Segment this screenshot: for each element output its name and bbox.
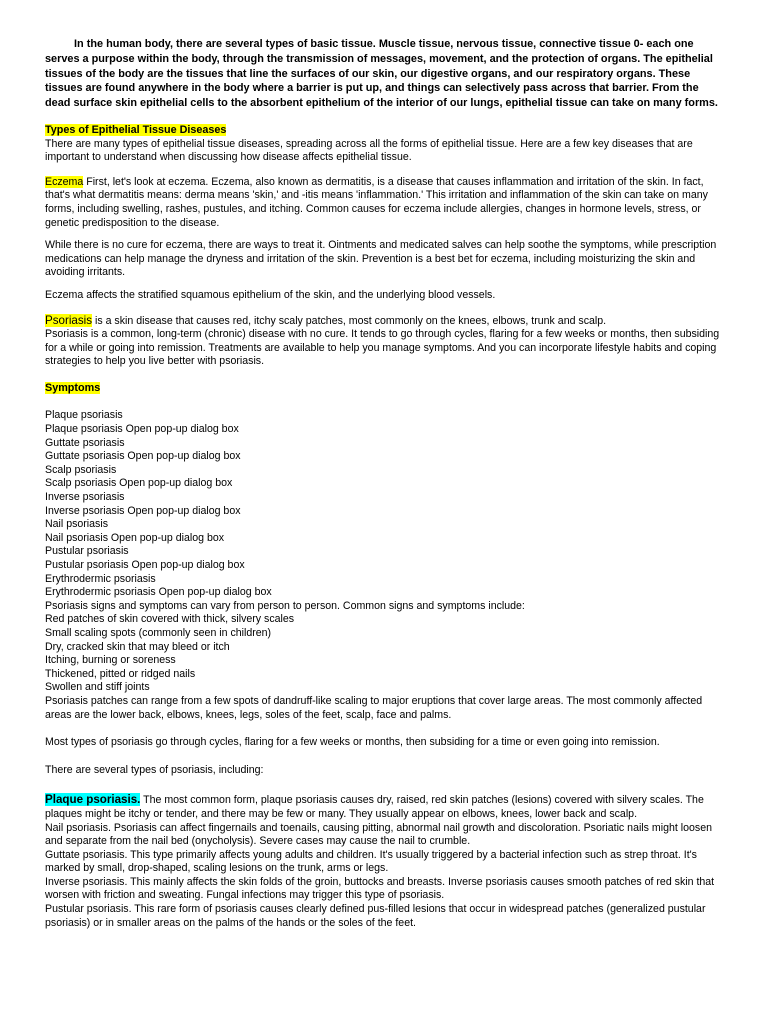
- cycles-paragraph: Most types of psoriasis go through cycles, flaring for a few weeks or months, then subsiding for a time or even going into remission.: [45, 736, 660, 749]
- list-item: Pustular psoriasis: [45, 545, 129, 558]
- list-item: Guttate psoriasis: [45, 436, 125, 449]
- symptoms-heading-highlight: Symptoms: [45, 381, 101, 394]
- list-item: Dry, cracked skin that may bleed or itch: [45, 640, 230, 653]
- guttate-paragraph: Guttate psoriasis. This type primarily affects young adults and children. It's usually triggered by a bacterial infection such as strep throat. It's marked by small, drop-shaped, scaling lesions on the trunk, arms or legs.: [45, 848, 697, 875]
- patches-paragraph: Psoriasis patches can range from a few spots of dandruff-like scaling to major eruptions that cover large areas. The most commonly affected areas are the lower back, elbows, knees, legs, soles of the feet, scalp, face and palms.: [45, 694, 703, 721]
- eczema-treatment-paragraph: While there is no cure for eczema, there are ways to treat it. Ointments and medicated salves can help soothe the symptoms, while prescription medications can help manage the dryness and irritation of the skin. Prevention is a best bet for eczema, including moisturizing the skin and avoiding irritants.: [45, 239, 717, 279]
- list-item: Inverse psoriasis: [45, 491, 125, 504]
- types-heading-highlight: Types of Epithelial Tissue Diseases: [45, 123, 227, 136]
- list-item: Plaque psoriasis: [45, 409, 123, 422]
- list-item: Pustular psoriasis Open pop-up dialog box: [45, 559, 245, 572]
- plaque-paragraph: [45, 793, 723, 821]
- list-item: Psoriasis signs and symptoms can vary from person to person. Common signs and symptoms include:: [45, 599, 525, 612]
- intro-paragraph: In the human body, there are several types of basic tissue. Muscle tissue, nervous tissue, connective tissue 0- each one serves a purpose within the body, through the transmission of messages, movement, and the protection of organs. The epithelial tissues of the body are the tissues that line the surfaces of our skin, our digestive organs, and our respiratory organs. These tissues are found anywhere in the body where a barrier is put up, and things can selectively pass across that barrier. From the dead surface skin epithelial cells to the absorbent epithelium of the interior of our lungs, epithelial tissue can take on many forms.: [45, 38, 718, 110]
- list-item: Nail psoriasis Open pop-up dialog box: [45, 531, 225, 544]
- psoriasis-intro-text: is a skin disease that causes red, itchy scaly patches, most commonly on the knees, elbows, trunk and scalp.: [92, 314, 607, 327]
- list-item: Guttate psoriasis Open pop-up dialog box: [45, 450, 241, 463]
- plaque-term: Plaque psoriasis.: [45, 793, 141, 807]
- list-item: Plaque psoriasis Open pop-up dialog box: [45, 423, 239, 436]
- document-page: [45, 37, 723, 930]
- list-item: Erythrodermic psoriasis: [45, 572, 156, 585]
- pustular-paragraph: Pustular psoriasis. This rare form of psoriasis causes clearly defined pus-filled lesions that occur in widespread patches (generalized pustular psoriasis) or in smaller areas on the palms of the hands or the soles of the feet.: [45, 903, 706, 929]
- eczema-epithelium-paragraph: Eczema affects the stratified squamous epithelium of the skin, and the underlying blood vessels.: [45, 288, 496, 301]
- eczema-paragraph: [45, 176, 723, 230]
- list-item: Scalp psoriasis Open pop-up dialog box: [45, 477, 233, 490]
- eczema-text: First, let's look at eczema. Eczema, also known as dermatitis, is a disease that causes inflammation and irritation of the skin. In fact, that's what dermatitis means: derma means 'skin,' and -itis means 'inflammation.' This irritation and inflammation of the skin can take on many forms, including swelling, rashes, pustules, and itching. Common causes for eczema include allergies, changes in hormone levels, stress, or genetic predisposition to the disease.: [45, 175, 708, 229]
- nail-paragraph: Nail psoriasis. Psoriasis can affect fingernails and toenails, causing pitting, abnormal nail growth and discoloration. Psoriatic nails might loosen and separate from the nail bed (onycholysis). Severe cases may cause the nail to crumble.: [45, 821, 712, 848]
- list-item: Inverse psoriasis Open pop-up dialog box: [45, 504, 241, 517]
- list-item: Thickened, pitted or ridged nails: [45, 667, 196, 680]
- inverse-paragraph: Inverse psoriasis. This mainly affects the skin folds of the groin, buttocks and breasts. Inverse psoriasis causes smooth patches of red skin that worsen with friction and sweating. Fungal infections may trigger this type of psoriasis.: [45, 875, 715, 902]
- list-item: Erythrodermic psoriasis Open pop-up dialog box: [45, 586, 272, 599]
- symptoms-heading: [45, 382, 723, 396]
- types-heading: [45, 124, 723, 138]
- psoriasis-paragraph: [45, 314, 723, 329]
- list-item: Scalp psoriasis: [45, 463, 117, 476]
- list-item: Itching, burning or soreness: [45, 654, 176, 667]
- several-types-line: There are several types of psoriasis, including:: [45, 763, 264, 776]
- symptom-list: [45, 409, 723, 694]
- list-item: Red patches of skin covered with thick, silvery scales: [45, 613, 295, 626]
- psoriasis-chronic-paragraph: Psoriasis is a common, long-term (chronic) disease with no cure. It tends to go through cycles, flaring for a few weeks or months, then subsiding for a while or going into remission. Treatments are available to help you manage symptoms. And you can incorporate lifestyle habits and coping strategies to help you live better with psoriasis.: [45, 328, 720, 368]
- psoriasis-term: Psoriasis: [45, 313, 93, 327]
- list-item: Nail psoriasis: [45, 518, 108, 531]
- eczema-term: Eczema: [45, 175, 84, 188]
- plaque-text: The most common form, plaque psoriasis causes dry, raised, red skin patches (lesions) covered with silvery scales. The plaques might be itchy or tender, and there may be few or many. They usually appear on elbows, knees, lower back and scalp.: [45, 794, 704, 820]
- list-item: Small scaling spots (commonly seen in children): [45, 626, 272, 639]
- list-item: Swollen and stiff joints: [45, 681, 150, 694]
- types-body: There are many types of epithelial tissue diseases, spreading across all the forms of epithelial tissue. Here are a few key diseases that are important to understand when discussing how disease affects epithelial tissue.: [45, 137, 693, 164]
